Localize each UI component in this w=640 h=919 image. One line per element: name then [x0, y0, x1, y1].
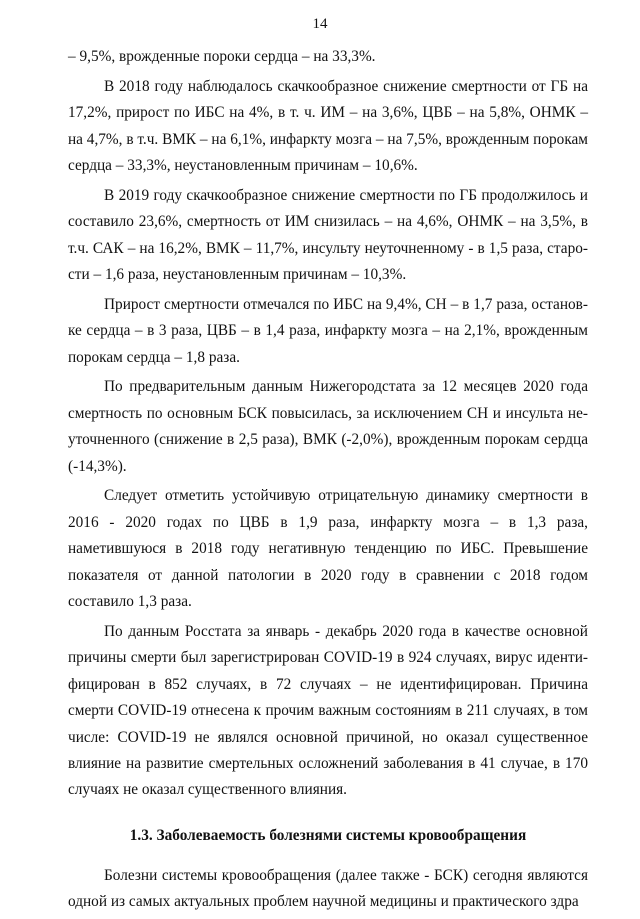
paragraph-nizhegorodstat-2020: По предварительным данным Нижегородстата за 12 месяцев 2020 года смертность по основным БСК повысилась, за исключением СН и инсульта неуточненного (снижение в 2,5 раза), ВМК (-2,0%), врожденным порокам сердца (-14,3%).	[68, 378, 588, 475]
paragraph-mortality-growth: Прирост смертности отмечался по ИБС на 9,4%, СН – в 1,7 раза, остановке сердца – в 3 раза, ЦВБ – в 1,4 раза, инфаркту мозга – на 2,1%, врожденным порокам сердца – 1,8 раза.	[68, 295, 588, 366]
paragraph-dynamics-2016-2020: Следует отметить устойчивую отрицательную динамику смертности в 2016 - 2020 годах по ЦВБ в 1,9 раза, инфаркту мозга – в 1,3 раза, наметившуюся в 2018 году негативную тенденцию по ИБС. Превышение показателя от данной патологии в 2020 году в сравнении с 2018 годом составило 1,3 раза.	[68, 487, 588, 611]
paragraph-2019-mortality: В 2019 году скачкообразное снижение смертности по ГБ продолжилось и составило 23,6%, смертность от ИМ снизилась – на 4,6%, ОНМК – на 3,5%, в т.ч. САК – на 16,2%, ВМК – 11,7%, инсульту неуточненному - в 1,5 раза, старости – 1,6 раза, неустановленным причинам – 10,3%.	[68, 186, 588, 284]
paragraph-2018-mortality: В 2018 году наблюдалось скачкообразное снижение смертности от ГБ на 17,2%, прирост по ИБС на 4%, в т. ч. ИМ – на 3,6%, ЦВБ – на 5,8%, ОНМК – на 4,7%, в т.ч. ВМК – на 6,1%, инфаркту мозга – на 7,5%, врожденным порокам сердца – 33,3%, неустановленным причинам – 10,6%.	[68, 77, 588, 175]
section-heading: 1.3. Заболеваемость болезнями системы кровообращения	[129, 826, 527, 844]
paragraph-rosstat-covid: По данным Росстата за январь - декабрь 2020 года в качестве основной причины смерти был зарегистрирован COVID-19 в 924 случаях, вирус идентифицирован в 852 случаях, в 72 случаях – не идентифицирован. Причина смерти COVID-19 отнесена к прочим важным состояниям в 211 случаях, в том числе: COVID-19 не являлся основной причиной, но оказал существенное влияние на развитие смертельных осложнений заболевания в 41 случае, в 170 случаях не оказал существенного влияния.	[68, 622, 588, 799]
page-content	[68, 44, 588, 919]
paragraph-section-intro: Болезни системы кровообращения (далее также - БСК) сегодня являются одной из самых актуальных проблем научной медицины и практического здра	[68, 866, 588, 911]
page-number: 14	[312, 16, 328, 32]
paragraph-continuation: – 9,5%, врожденные пороки сердца – на 33,3%.	[68, 48, 376, 65]
